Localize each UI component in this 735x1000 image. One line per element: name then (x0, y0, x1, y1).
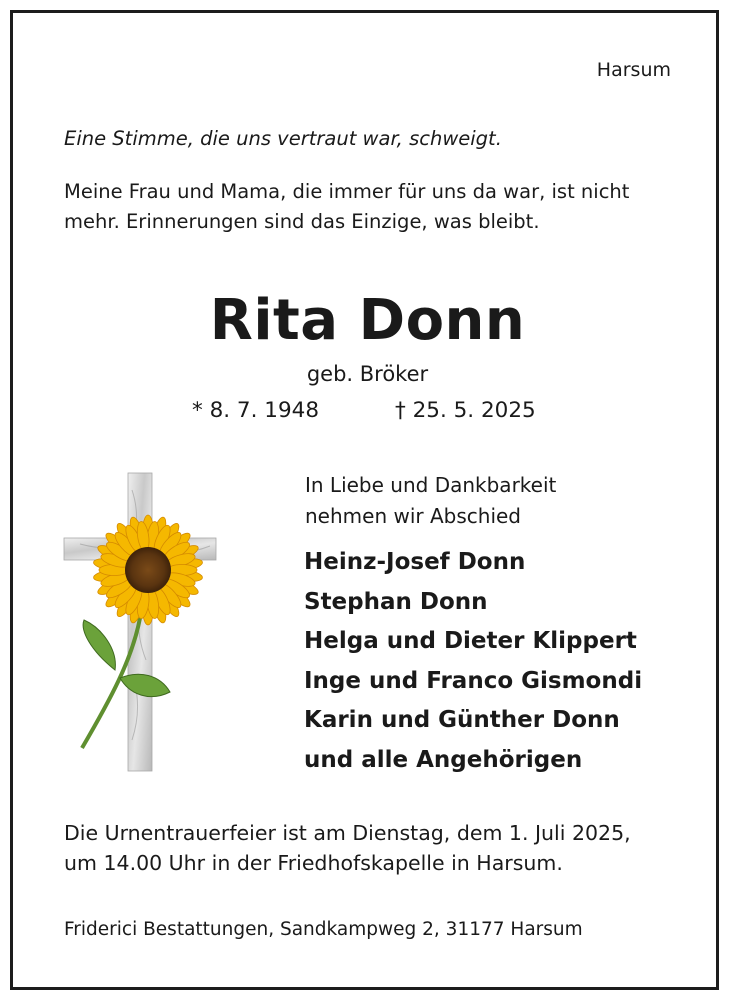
mourner-item: Karin und Günther Donn (304, 707, 620, 734)
opening-quote: Eine Stimme, die uns vertraut war, schweigt. (64, 127, 502, 150)
farewell-text (305, 470, 556, 532)
intro-text (64, 177, 629, 237)
mourner-item: Stephan Donn (304, 588, 488, 615)
mourners-list (304, 544, 642, 782)
intro-line-1: Meine Frau und Mama, die immer für uns da war, ist nicht (64, 180, 630, 203)
deceased-name: Rita Donn (209, 288, 526, 353)
cross-with-sunflower-icon (60, 470, 225, 775)
farewell-line-1: In Liebe und Dankbarkeit (305, 473, 557, 497)
ceremony-line-1: Die Urnentrauerfeier ist am Dienstag, dem 1. Juli 2025, (64, 821, 631, 845)
location-label: Harsum (596, 59, 671, 81)
birth-date: * 8. 7. 1948 (192, 398, 319, 423)
ceremony-info (64, 818, 631, 878)
ceremony-line-2: um 14.00 Uhr in der Friedhofskapelle in Harsum. (64, 851, 563, 875)
mourner-item: Heinz-Josef Donn (304, 549, 526, 575)
farewell-line-2: nehmen wir Abschied (305, 504, 521, 528)
intro-line-2: mehr. Erinnerungen sind das Einzige, was bleibt. (64, 210, 540, 233)
mourner-item: Helga und Dieter Klippert (304, 628, 637, 655)
maiden-name: geb. Bröker (306, 362, 429, 386)
death-date: † 25. 5. 2025 (395, 398, 536, 423)
undertaker-info: Friderici Bestattungen, Sandkampweg 2, 31177 Harsum (64, 919, 583, 940)
sunflower-center (125, 547, 171, 593)
mourner-item: und alle Angehörigen (304, 746, 583, 773)
mourner-item: Inge und Franco Gismondi (304, 667, 643, 694)
